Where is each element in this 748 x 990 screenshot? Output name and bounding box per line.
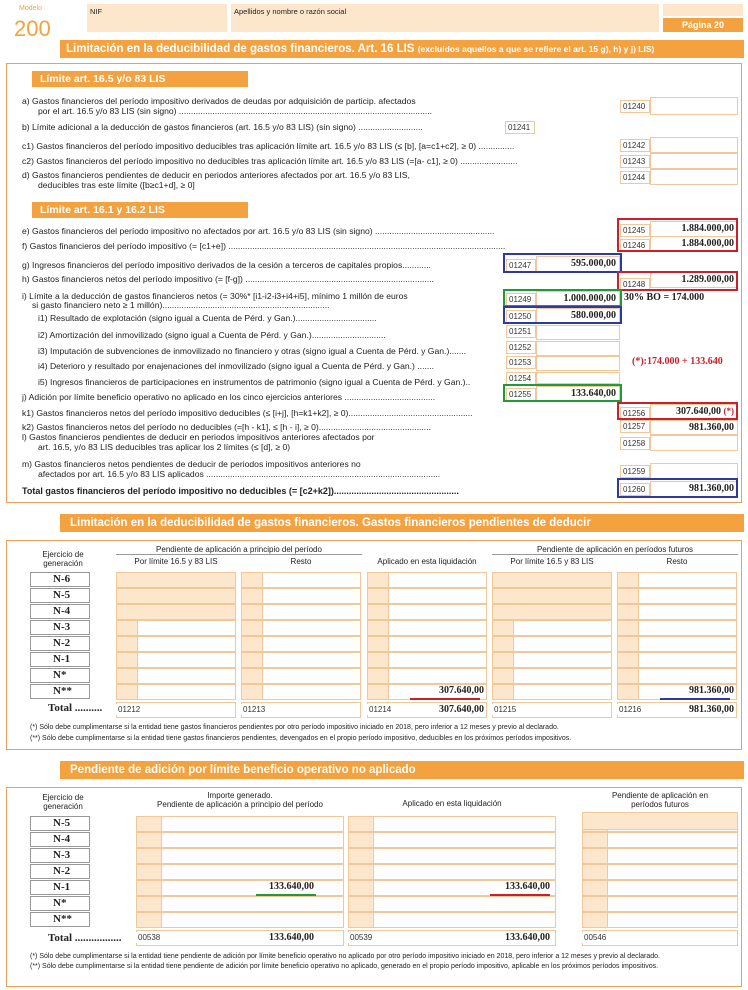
sec4-cell-code (348, 848, 374, 864)
sec4-cell-code (582, 848, 608, 864)
sec3-cell-code (116, 668, 138, 684)
value-01249[interactable]: 1.000.000,00 (536, 291, 620, 306)
sec4-cell[interactable] (348, 816, 556, 832)
sec4-row-label: N-3 (30, 848, 90, 863)
sec4-cell-code (582, 864, 608, 880)
sec3-row-label: N** (30, 684, 90, 699)
value-01250[interactable]: 580.000,00 (536, 308, 620, 323)
page-number: Página 20 (663, 18, 743, 32)
sec4-cell-code (136, 832, 162, 848)
code-01258: 01258 (620, 437, 650, 450)
sec4-cell[interactable] (348, 896, 556, 912)
field-01243[interactable] (650, 153, 738, 169)
sec3-cell-code (492, 652, 514, 668)
sec4-cell-code (136, 816, 162, 832)
sec3-cell-code (241, 604, 263, 620)
value-01257[interactable]: 981.360,00 (650, 420, 738, 435)
value-01246[interactable]: 1.884.000,00 (650, 236, 738, 252)
line-i-3: i3) Imputación de subvenciones de inmovilizado no financiero y otras (signo igual a Cuenta de Pérd. y Gan.)....... (38, 346, 467, 356)
sec4-cell-code (136, 880, 162, 896)
code-01259: 01259 (620, 465, 650, 478)
name-field[interactable] (231, 4, 659, 32)
sec4-aplic-total: 133.640,00 (505, 932, 550, 943)
main-title: Limitación en la deducibilidad de gastos financieros. Art. 16 LIS (66, 43, 415, 55)
sec4-cell[interactable] (348, 832, 556, 848)
sec3-row-label: N-2 (30, 636, 90, 651)
sec4-row-label: N-1 (30, 880, 90, 895)
sec3-note2: (**) Sólo debe cumplimentarse si la entidad tiene gastos financieros pendientes, devengados en el propio período impositivo, deducibles en los próximos períodos impositivos. (30, 735, 572, 742)
value-01245[interactable]: 1.884.000,00 (650, 221, 738, 237)
sec3-aplic-header: Aplicado en esta liquidación (377, 557, 477, 566)
sec3-cell-code (241, 620, 263, 636)
sec3-cell[interactable] (116, 604, 236, 620)
code-01246: 01246 (620, 239, 650, 252)
sec3-cell-code (367, 668, 389, 684)
line-k2: k2) Gastos financieros netos del período no deducibles (=[h - k1], ≤ [h - i], ≥ 0)............................................... (22, 422, 431, 432)
sec4-cell[interactable] (348, 912, 556, 928)
sec3-total-code: 01213 (241, 704, 269, 715)
sec4-imp-total: 133.640,00 (269, 932, 314, 943)
sec4-cell[interactable] (136, 832, 344, 848)
main-title-bar (60, 40, 744, 58)
sec4-cell-code (348, 912, 374, 928)
code-01240: 01240 (620, 100, 650, 113)
sec3-aplic-value: 307.640,00 (439, 685, 484, 696)
sec4-cell[interactable] (136, 864, 344, 880)
sec3-resto-header: Resto (290, 557, 312, 566)
sec3-row-label: N-3 (30, 620, 90, 635)
code-01256: 01256 (620, 407, 650, 420)
code-01248: 01248 (620, 278, 650, 291)
sec4-aplic-header: Aplicado en esta liquidación (402, 799, 502, 808)
sec3-cell-code (617, 620, 639, 636)
sec3-cell-code (492, 620, 514, 636)
code-01255: 01255 (506, 388, 536, 401)
line-h: h) Gastos financieros netos del período impositivo (= [f-g]) ............................................................................... (22, 274, 434, 284)
sec2-title: Límite art. 16.1 y 16.2 LIS (32, 202, 248, 218)
line-i1: i) Límite a la deducción de gastos financieros netos (= 30%* [i1-i2-i3+i4+i5], mínimo 1 millón de euros (22, 291, 408, 301)
line-f: f) Gastos financieros del período impositivo (= [c1+e]) .................................................................................................................... (22, 241, 506, 251)
field-01258[interactable] (650, 435, 738, 451)
line-j: j) Adición por límite beneficio operativo no aplicado en los cinco ejercicios anteriores ...................................... (22, 392, 436, 402)
modelo-label: Modelo (19, 5, 42, 12)
sec3-cell[interactable] (116, 572, 236, 588)
sec3-cell-code (367, 604, 389, 620)
sec3-cell-code (367, 684, 389, 700)
sec3-cell-code (492, 636, 514, 652)
field-01242[interactable] (650, 137, 738, 153)
field-01244[interactable] (650, 169, 738, 185)
sec3-cell-code (241, 572, 263, 588)
code-01254: 01254 (506, 372, 536, 385)
modelo-number: 200 (14, 16, 51, 41)
underline-red (490, 894, 550, 896)
value-01248[interactable]: 1.289.000,00 (650, 272, 738, 288)
line-i-4: i4) Deterioro y resultado por enajenaciones del inmovilizado (signo igual a Cuenta de Pérd. y Gan.) ....... (38, 361, 435, 371)
sec4-total-label: Total ................. (48, 932, 122, 944)
underline-green (256, 894, 316, 896)
sec4-row-label: N-2 (30, 864, 90, 879)
sec3-cell-code (617, 572, 639, 588)
line-k1: k1) Gastos financieros netos del período impositivo deducibles (≤ [i+j], [h=k1+k2], ≥ 0).................................................... (22, 408, 473, 418)
value-01255[interactable]: 133.640,00 (536, 386, 620, 401)
sec4-cell-code (582, 912, 608, 928)
sec3-cell-code (617, 652, 639, 668)
sec3-cell-code (617, 636, 639, 652)
sec4-total-code: 00539 (348, 932, 376, 943)
sec3-fut-header: Pendiente de aplicación en períodos futuros (492, 545, 738, 555)
sec3-cell-code (116, 620, 138, 636)
sec3-cell-code (241, 668, 263, 684)
sec3-cell-code (241, 636, 263, 652)
value-01260[interactable]: 981.360,00 (650, 481, 738, 497)
sec3-cell-code (116, 636, 138, 652)
sec4-row-label: N-5 (30, 816, 90, 831)
sec4-row-label: N** (30, 912, 90, 927)
line-c2: c2) Gastos financieros del período impositivo no deducibles tras aplicación límite art. 16.5 y/o 83 LIS (=[a- c1], ≥ 0) ........................ (22, 156, 518, 166)
sec4-row-label: N* (30, 896, 90, 911)
field-01259[interactable] (650, 463, 738, 479)
line-g: g) Ingresos financieros del período impositivo derivados de la cesión a terceros de capitales propios............ (22, 260, 431, 270)
line-i2: si gasto financiero neto ≥ 1 millón)...................................................................... (32, 300, 330, 310)
sec3-cell-code (617, 588, 639, 604)
sec3-lim-header: Por límite 16.5 y 83 LIS (134, 557, 218, 566)
line-m1: m) Gastos financieros netos pendientes de deducir de periodos impositivos anteriores no (22, 459, 361, 469)
sec4-cell[interactable] (136, 912, 344, 928)
note-i4: (*):174.000 + 133.640 (632, 356, 723, 367)
sec4-cell-code (348, 896, 374, 912)
sec4-cell[interactable] (136, 816, 344, 832)
nif-label: NIF (90, 7, 103, 16)
code-01249: 01249 (506, 293, 536, 306)
line-a1: a) Gastos financieros del período impositivo derivados de deudas por adquisición de particip. afectados (22, 96, 416, 106)
sec4-cell-code (136, 912, 162, 928)
line-i-2: i2) Amortización del inmovilizado (signo igual a Cuenta de Pérd. y Gan.)............................... (38, 330, 386, 340)
sec3-pend-ini-header: Pendiente de aplicación a principio del período (116, 545, 362, 555)
sec3-cell-code (492, 684, 514, 700)
code-01243: 01243 (620, 155, 650, 168)
sec4-fut-shade (582, 812, 738, 830)
main-title-note: (excluidos aquellos a que se refiere el art. 15 g), h) y j) LIS) (417, 44, 655, 54)
value-01256-amount: 307.640,00 (676, 406, 721, 417)
field-01240[interactable] (650, 97, 738, 115)
value-01247[interactable]: 595.000,00 (536, 256, 620, 272)
highlight-i1 (503, 306, 622, 324)
sec3-cell-code (367, 652, 389, 668)
code-01260: 01260 (620, 483, 650, 496)
highlight-total (617, 478, 738, 498)
line-i-1: i1) Resultado de explotación (signo igual a Cuenta de Pérd. y Gan.).................................. (38, 313, 377, 323)
field-01252[interactable] (536, 341, 620, 356)
sec3-cell-code (241, 652, 263, 668)
sec4-cell[interactable] (136, 848, 344, 864)
sec4-cell-code (136, 848, 162, 864)
sec3-aplic-total: 307.640,00 (439, 704, 484, 715)
sec4-cell[interactable] (348, 864, 556, 880)
sec3-cell-code (617, 684, 639, 700)
line-total: Total gastos financieros del período impositivo no deducibles (= [c2+k2]).................................................. (22, 486, 459, 496)
sec4-cell[interactable] (348, 848, 556, 864)
highlight-e-f (617, 218, 738, 252)
code-01251: 01251 (506, 325, 536, 338)
sec3-ej-header: Ejercicio de generación (42, 550, 84, 568)
line-c1: c1) Gastos financieros del período impositivo deducibles tras aplicación límite art. 16.5 y/o 83 LIS (≤ [b], [a=c1+c2], ≥ 0) ............... (22, 141, 515, 151)
nif-field[interactable] (87, 4, 227, 32)
field-01254[interactable] (536, 372, 620, 384)
sec3-cell-code (241, 588, 263, 604)
sec4-cell-code (136, 864, 162, 880)
sec4-row-label: N-4 (30, 832, 90, 847)
sec4-cell-code (348, 864, 374, 880)
sec4-cell-code (582, 880, 608, 896)
sec4-fut2-header: períodos futuros (631, 800, 689, 809)
sec3-total-code: 01212 (116, 704, 144, 715)
highlight-g (503, 253, 622, 273)
line-l1: l) Gastos financieros pendientes de deducir en periodos impositivos anteriores afectados por (22, 432, 375, 442)
line-e: e) Gastos financieros del período impositivo no afectados por art. 16.5 y/o 83 LIS (sin signo) .................................................. (22, 226, 495, 236)
sec3-cell-code (116, 652, 138, 668)
line-a2: por el art. 16.5 y/o 83 LIS (sin signo) .......................................................................................................... (38, 106, 433, 116)
code-01244: 01244 (620, 171, 650, 184)
page-box-top (663, 4, 743, 16)
sec3-cell-code (116, 684, 138, 700)
sec4-cell-code (348, 880, 374, 896)
sec3-fut-resto-header: Resto (666, 557, 688, 566)
code-01247: 01247 (506, 259, 536, 272)
line-b: b) Límite adicional a la deducción de gastos financieros (art. 16.5 y/o 83 LIS) (sin signo) ........................... (22, 122, 423, 132)
sec4-fut-header: Pendiente de aplicación en (611, 791, 709, 800)
sec4-imp-header: Importe generado. (207, 791, 273, 800)
code-01250: 01250 (506, 310, 536, 323)
sec3-row-label: N-1 (30, 652, 90, 667)
highlight-i (503, 289, 622, 307)
sec4-imp2-header: Pendiente de aplicación a principio del período (157, 800, 323, 809)
sec3-total-code: 01216 (617, 704, 645, 715)
sec3-cell-code (617, 604, 639, 620)
sec3-row-label: N-5 (30, 588, 90, 603)
sec3-total-code: 01214 (367, 704, 395, 715)
highlight-j (503, 384, 622, 402)
sec3-cell[interactable] (492, 604, 612, 620)
name-label: Apellidos y nombre o razón social (234, 7, 347, 16)
sec3-total-label: Total .......... (48, 702, 103, 714)
highlight-k1 (617, 402, 738, 420)
underline-red (410, 698, 480, 700)
sec1-title: Límite art. 16.5 y/o 83 LIS (32, 71, 248, 87)
sec4-aplic-value: 133.640,00 (505, 881, 550, 892)
line-d2: deducibles tras este límite ([b≥c1+d], ≥ 0] (38, 180, 195, 190)
sec4-cell-code (348, 816, 374, 832)
sec4-cell[interactable] (136, 896, 344, 912)
highlight-h (617, 271, 738, 291)
sec3-cell[interactable] (116, 588, 236, 604)
sec3-cell-code (367, 572, 389, 588)
sec3-cell[interactable] (492, 588, 612, 604)
line-d1: d) Gastos financieros pendientes de deducir en periodos anteriores afectados por art. 16.5 y/o 83 LIS, (22, 170, 410, 180)
code-01242: 01242 (620, 139, 650, 152)
sec4-note2: (**) Sólo debe cumplimentarse si la entidad tiene pendiente de adición por límite beneficio operativo no aplicado, generado en el propio período impositivo, aplicable en los próximos períodos impositivos. (30, 963, 659, 970)
sec4-ej-header: Ejercicio de generación (42, 793, 84, 811)
field-01253[interactable] (536, 356, 620, 371)
sec4-cell-code (348, 832, 374, 848)
sec4-cell-code (582, 832, 608, 848)
sec4-total-code: 00538 (136, 932, 164, 943)
sec3-title: Limitación en la deducibilidad de gastos financieros. Gastos financieros pendientes de deducir (60, 514, 744, 532)
sec3-fut-lim-header: Por límite 16.5 y 83 LIS (510, 557, 594, 566)
line-l2: art. 16.5, y/o 83 LIS deducibles tras aplicar los 2 límites (≤ [d], ≥ 0) (38, 442, 291, 452)
sec3-cell-code (617, 668, 639, 684)
field-01251[interactable] (536, 325, 620, 340)
note-30-bo: 30% BO = 174.000 (624, 292, 705, 303)
sec4-imp-value: 133.640,00 (269, 881, 314, 892)
sec4-total-code: 00546 (582, 932, 610, 943)
sec3-row-label: N-6 (30, 572, 90, 587)
sec3-cell-code (492, 668, 514, 684)
sec3-row-label: N-4 (30, 604, 90, 619)
sec3-resto-value: 981.360,00 (689, 685, 734, 696)
code-01245: 01245 (620, 224, 650, 237)
line-i-5: i5) Ingresos financieros de participaciones en instrumentos de patrimonio (signo igual a Cuenta de Pérd. y Gan.).. (38, 377, 471, 387)
sec3-cell-code (241, 684, 263, 700)
sec3-cell[interactable] (492, 572, 612, 588)
sec3-resto-total: 981.360,00 (689, 704, 734, 715)
underline-blue (660, 698, 730, 700)
code-01252: 01252 (506, 341, 536, 354)
sec4-title: Pendiente de adición por límite beneficio operativo no aplicado (60, 761, 744, 779)
k1-mark: (*) (723, 406, 734, 416)
sec3-note1: (*) Sólo debe cumplimentarse si la entidad tiene gastos financieros pendientes por otro período impositivo iniciado en 2018, pero inferior a 12 meses y previo al declarado. (30, 724, 559, 731)
sec3-cell-code (367, 636, 389, 652)
line-m2: afectados por art. 16.5 y/o 83 LIS aplicados .................................................................................................. (38, 469, 441, 479)
sec4-cell-code (136, 896, 162, 912)
code-01257: 01257 (620, 420, 650, 433)
sec3-total-code: 01215 (492, 704, 520, 715)
sec3-cell-code (367, 588, 389, 604)
code-01241: 01241 (505, 121, 535, 134)
sec3-row-label: N* (30, 668, 90, 683)
sec3-cell-code (367, 620, 389, 636)
code-01253: 01253 (506, 356, 536, 369)
sec4-note1: (*) Sólo debe cumplimentarse si la entidad tiene pendiente de adición por límite beneficio operativo no aplicado por otro período impositivo iniciado en 2018, pero inferior a 12 meses y previo al declarado. (30, 953, 660, 960)
sec4-cell-code (582, 896, 608, 912)
